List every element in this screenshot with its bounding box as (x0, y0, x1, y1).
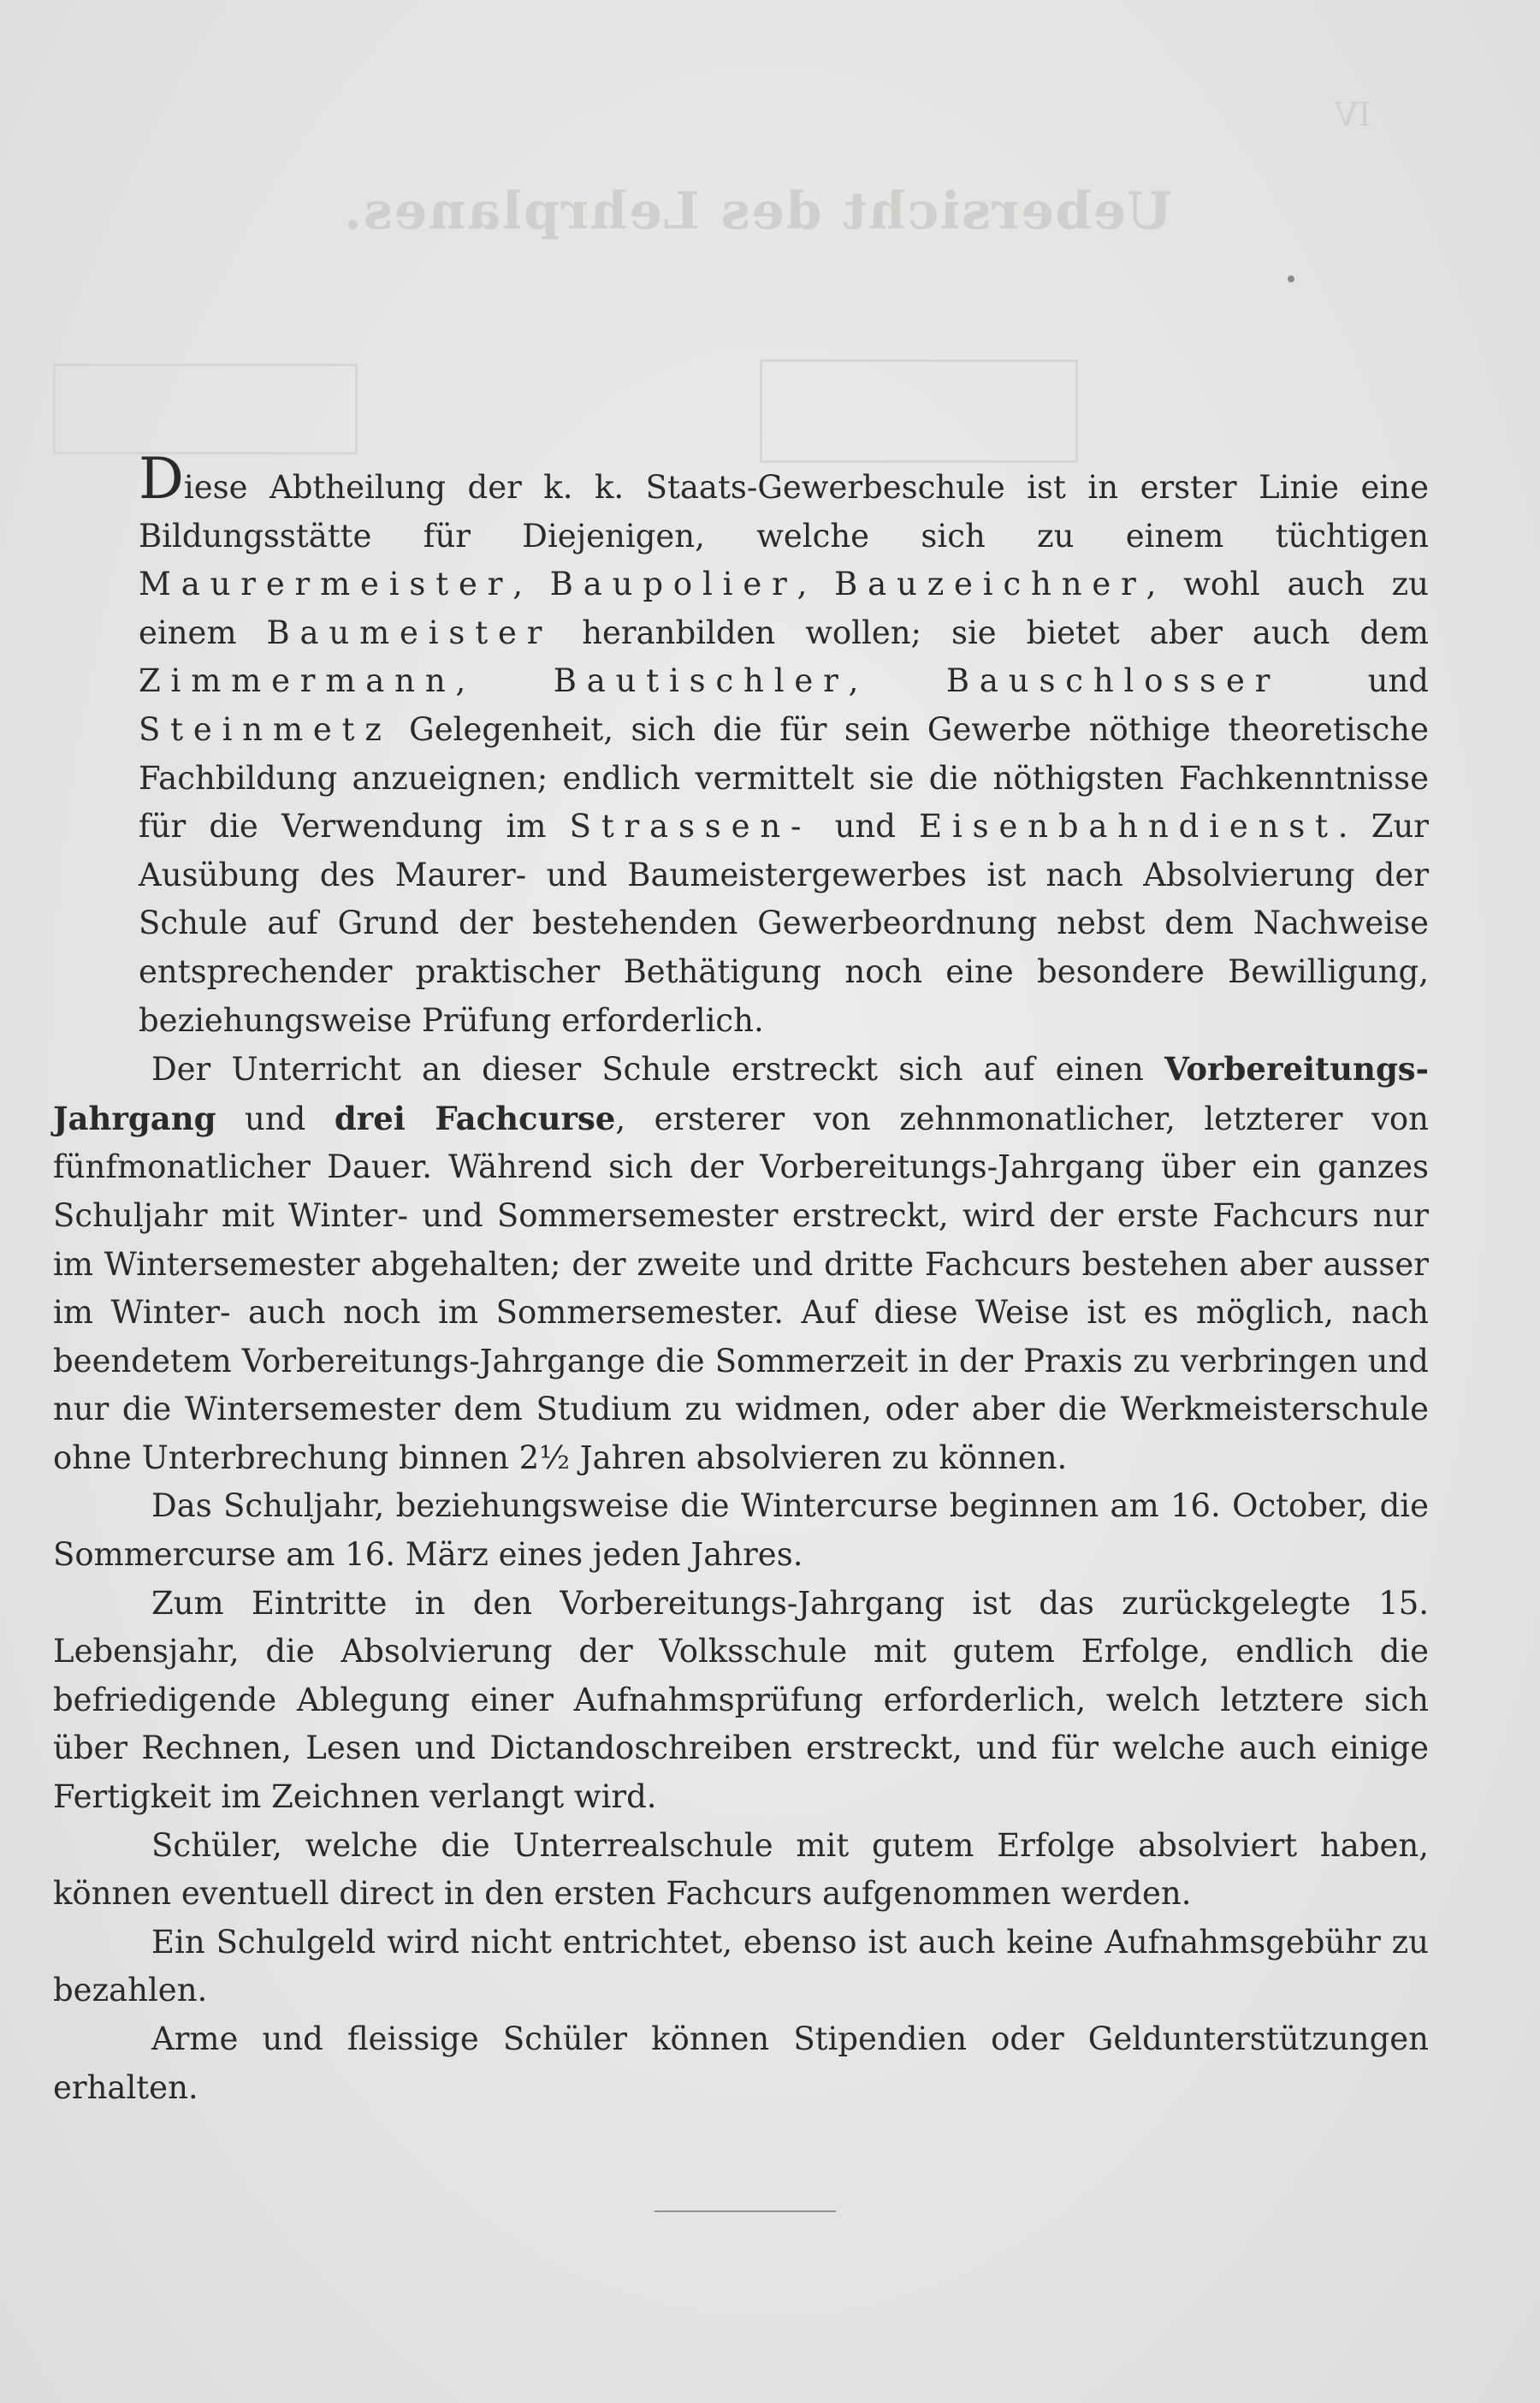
text-segment: , wohl auch zu einem (139, 566, 1430, 651)
spaced-term: Zimmermann (139, 662, 456, 700)
spaced-term: Maurermeister (139, 566, 513, 603)
text-segment: und (811, 808, 920, 846)
text-segment: Das Schuljahr, beziehungsweise die Wintercurse beginnen am 16. October, die Sommercurse am 16. März eines jeden Jahres. (53, 1487, 1429, 1574)
spaced-term: Strassen- (569, 808, 812, 846)
paragraph (53, 446, 1430, 1045)
ink-speck (1288, 276, 1294, 282)
text-segment: Arme und fleissige Schüler können Stipendien oder Geldunterstützungen erhalten. (53, 2020, 1429, 2106)
paragraph (53, 1919, 1429, 2015)
bleed-through-table-frame (53, 364, 358, 454)
text-segment: und (216, 1100, 335, 1137)
text-segment: Der Unterricht an dieser Schule erstreckt sich auf einen (151, 1051, 1165, 1089)
spaced-term: Steinmetz (139, 710, 392, 748)
spaced-term: Baupolier (549, 566, 797, 603)
text-segment: und (1280, 662, 1429, 700)
paragraph (53, 1580, 1429, 1822)
paragraph (53, 1822, 1429, 1919)
spaced-term: Bauschlosser (945, 662, 1281, 700)
text-segment: iese Abtheilung der k. k. Staats-Gewerbeschule ist in erster Linie eine Bildungsstätte für Diejenigen, welche sich zu einem tüchtigen (139, 469, 1429, 555)
text-segment: . Zur Ausübung des Maurer- und Baumeistergewerbes ist nach Absolvierung der Schule auf Grund der bestehenden Gewerbeordnung nebst dem Nachweise entsprechender praktischer Bethätigung noch eine besondere Bewilligung, beziehungsweise Prüfung erforderlich. (139, 808, 1429, 1039)
text-segment: , ersterer von zehnmonatlicher, letzterer von fünfmonatlicher Dauer. Während sich der Vorbereitungs-Jahrgang über ein ganzes Schuljahr mit Winter- und Sommersemester erstreckt, wird der erste Fachcurs nur im Wintersemester abgehalten; der zweite und dritte Fachcurs bestehen aber ausser im Winter- auch noch im Sommersemester. Auf diese Weise ist es möglich, nach beendetem Vorbereitungs-Jahrgange die Sommerzeit in der Praxis zu verbringen und nur die Wintersemester dem Studium zu widmen, oder aber die Werkmeisterschule ohne Unterbrechung binnen 2½ Jahren absolvieren zu können. (53, 1100, 1429, 1476)
bleed-through-heading: Uebersicht des Lehrplanes. (342, 181, 1173, 241)
drop-cap: D (139, 446, 184, 512)
bold-term: drei Fachcurse (334, 1099, 616, 1137)
text-segment: Zum Eintritte in den Vorbereitungs-Jahrgang ist das zurückgelegte 15. Lebensjahr, die Absolvierung der Volksschule mit gutem Erfolge, endlich die befriedigende Ablegung einer Aufnahmsprüfung erforderlich, welch letztere sich über Rechnen, Lesen und Dictandoschreiben erstreckt, und für welche auch einige Fertigkeit im Zeichnen verlangt wird. (53, 1584, 1429, 1816)
spaced-term: Eisenbahndienst (919, 808, 1338, 846)
text-segment: , (797, 566, 835, 603)
paragraph (53, 1045, 1429, 1482)
text-segment: Gelegenheit, sich die für sein Gewerbe nöthige theoretische Fachbildung anzueignen; endlich vermittelt sie die nöthigsten Fachkenntnisse für die Verwendung im (139, 710, 1429, 846)
text-segment: Schüler, welche die Unterrealschule mit gutem Erfolge absolviert haben, können eventuell direct in den ersten Fachcurs aufgenommen werden. (53, 1826, 1429, 1913)
text-segment: Ein Schulgeld wird nicht entrichtet, ebenso ist auch keine Aufnahmsgebühr zu bezahlen. (53, 1923, 1429, 2009)
spaced-term: Bauzeichner (834, 566, 1146, 603)
paragraph (53, 2015, 1429, 2112)
body-text (53, 446, 1430, 2112)
text-segment: heranbilden wollen; sie bietet aber auch dem (552, 614, 1429, 651)
spaced-term: Baumeister (266, 614, 553, 651)
text-segment: , (512, 566, 550, 603)
paragraph (53, 1482, 1429, 1579)
text-segment: , (455, 662, 554, 700)
bleed-through-page-number: IV (1335, 96, 1371, 134)
section-end-rule (654, 2210, 836, 2212)
bleed-through-table-frame (760, 359, 1078, 463)
text-segment: , (848, 662, 946, 700)
bold-term: Vorbereitungs-Jahrgang (53, 1050, 1429, 1137)
spaced-term: Bautischler (553, 662, 849, 700)
